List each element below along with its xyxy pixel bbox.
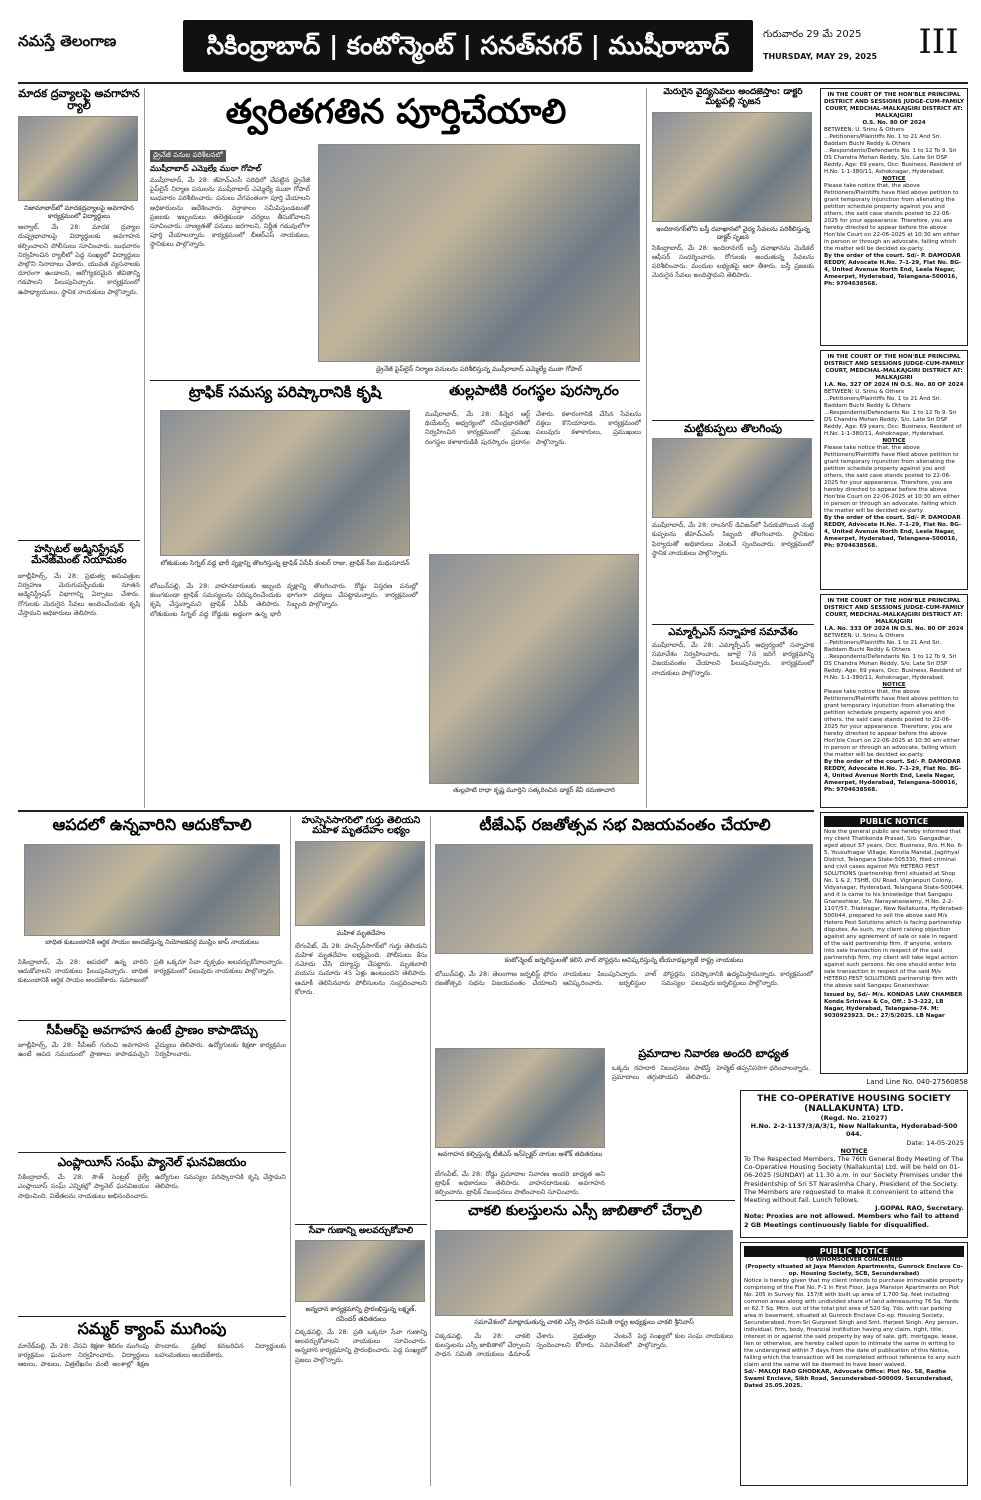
headline: మెరుగైన వైద్యసేవలు అందజేస్తాం: డాక్టర్ మిట్టపల్లి సృజన <box>663 88 803 107</box>
date-telugu: గురువారం 29 మే 2025 <box>763 29 862 40</box>
story-body: ఒక్కరు రహదారి నిబంధనలు పాటిస్తే ప్రమాదాలు తగ్గుతాయని తెలిపారు. హెల్మెట్ తప్పనిసరిగా ధరించాలన్నారు. <box>612 1064 811 1082</box>
story-body: అల్వాల్, మే 28: మాదక ద్రవ్యాల దుష్ప్రభావాలపై విద్యార్థులకు అవగాహన కల్పించాలని పోలీసులు సూచించారు. బుధవారం నిర్వహించిన ర్యాలీలో పెద్ద సంఖ్యలో విద్యార్థులు పాల్గొని నినాదాలు చేశారు. యువత వ్యసనాలకు దూరంగా ఉండాలని, ఆరోగ్యకరమైన జీవితాన్ని గడపాలని పిలుపునిచ్చారు. కార్యక్రమంలో ఉపాధ్యాయులు, స్థానిక నాయకులు పాల్గొన్నారు. <box>18 223 140 296</box>
headline: చాకలి కులస్తులను ఎస్సీ జాబితాలో చేర్చాలి <box>468 1203 702 1219</box>
story-help <box>18 816 286 1016</box>
story-body: జూబ్లీహిల్స్, మే 28: సీపీఆర్ గురించి అవగాహన ఉంటే ఆపద సమయంలో ప్రాణాలు కాపాడవచ్చని వైద్యులు తెలిపారు. ఉద్యోగులకు శిక్షణా కార్యక్రమం నిర్వహించారు. <box>18 1041 286 1059</box>
pots-photo <box>652 438 812 518</box>
caption: బాధిత కుటుంబానికి ఆర్థిక సాయం అందజేస్తున్న నియోజకవర్గ ముస్లిం జాప్ నాయకులు <box>45 938 259 946</box>
story-body: బోయిన్‌పల్లి, మే 28: తెలంగాణ జర్నలిస్ట్ ఫోరం రజతోత్సవ సభను విజయవంతం చేయాలని నాయకులు పిలుపునిచ్చారు. వాల్ పోస్టర్లను ఆవిష్కరించారు. జర్నలిస్టుల సమస్యల పరిష్కారానికి ఉద్యమిస్తామన్నారు. కార్యక్రమంలో పలువురు జర్నలిస్టులు పాల్గొన్నారు. <box>435 970 813 988</box>
seva-photo <box>295 1240 425 1302</box>
headline: సమ్మర్ క్యాంప్ ముగింపు <box>77 1319 227 1338</box>
court-notice-1 <box>820 88 968 346</box>
page-number: III <box>918 22 959 62</box>
story-body: చిక్కడపల్లి, మే 28: ప్రతి ఒక్కరూ సేవా గుణాన్ని అలవర్చుకోవాలని నాయకులు సూచించారు. అన్నదాన కార్యక్రమాన్ని ప్రారంభించారు. పెద్ద సంఖ్యలో ప్రజలు పాల్గొన్నారు. <box>295 1327 427 1364</box>
story-body: జూబ్లీహిల్స్, మే 28: ప్రభుత్వ ఆసుపత్రుల నిర్వహణ మెరుగుపర్చేందుకు నూతన అడ్మినిస్ట్రేషన్ విభాగాన్ని ఏర్పాటు చేశారు. రోగులకు మెరుగైన సేవలు అందించేందుకు కృషి చేస్తామని అధికారులు తెలిపారు. <box>18 572 140 617</box>
date-english: THURSDAY, MAY 29, 2025 <box>763 52 878 61</box>
help-photo <box>24 844 280 936</box>
story-body: సికింద్రాబాద్, మే 28: ఇందిరానగర్ బస్తీ దవాఖానను మెడికల్ ఆఫీసర్ సందర్శించారు. రోగులకు అందుతున్న సేవలను పరిశీలించారు. మందుల లభ్యతపై ఆరా తీశారు. బస్తీ ప్రజలకు మెరుగైన సేవలు అందిస్తామని తెలిపారు. <box>652 243 814 280</box>
brand-logo: నమస్తే తెలంగాణ <box>18 32 117 50</box>
story-drug-rally <box>18 88 140 533</box>
masthead <box>18 18 968 78</box>
story-hospital-admin <box>18 540 140 805</box>
tjf-photo <box>435 844 813 954</box>
signature: By the order of the court. Sd/- P. DAMODAR REDDY, Advocate H.No. 7-1-29, Flat No. BG-4, United Avenue North End, Leela Nagar, Ameerpet, Hyderabad, Telangana-500016, Ph: 9704638568. <box>824 253 962 287</box>
story-lake <box>295 816 427 1221</box>
headline: హస్పిటల్ అడ్మినిస్ట్రేషన్ మేనేజ్‌మెంట్ నియామకం <box>31 544 127 566</box>
story-body: ముషీరాబాద్, మే 28: కిన్నెర ఆర్ట్ థియేటర్స్ ఆధ్వర్యంలో రవీంద్రభారతిలో నిర్వహించిన కార్యక్రమంలో ప్రముఖ రంగస్థల కళాకారుడికి పురస్కారం ప్రదానం చేశారు. కళారంగానికి చేసిన సేవలను వక్తలు కొనియాడారు. కార్యక్రమంలో పలువురు కళాకారులు, ప్రముఖులు పాల్గొన్నారు. <box>425 410 641 446</box>
signature: By the order of the court. Sd/- P. DAMODAR REDDY, Advocate H.No. 7-1-29, Flat No. BG-4, United Avenue North End, Leela Nagar, Ameerpet, Hyderabad, Telangana-500016, Ph: 9704638568. <box>824 759 962 793</box>
headline: ఎంప్లాయీస్ సంఘ్ ప్యానెల్ ఘనవిజయం <box>57 1155 247 1169</box>
caption: లోతుకుంట సిగ్నల్ వద్ద భారీ వృక్షాన్ని తొలగిస్తున్న ట్రాఫిక్ ఏసీపీ కంటర్ రాజు, ట్రాఫిక్ సీఐ మధుసూదన్ <box>160 559 410 567</box>
traffic-photo <box>160 410 410 556</box>
headline: సేవా గుణాన్ని అలవర్చుకోవాలి <box>308 1226 414 1236</box>
award-photo <box>429 554 639 784</box>
awareness-caption: అవగాహన కల్పిస్తున్న టీజీఎస్ ఇన్‌స్పెక్టర్ నాగుల ఆశోక్ తదితరులు <box>437 1150 603 1158</box>
parties: BETWEEN: U. Srinu & Others ...Petitioners/Plaintiffs No. 1 to 21 And Sri. Baddam Buchi Reddy & Others ...Respondents/Defendants No. 1 to 12 To 9. Sri DS Chandra Mohan Reddy, S/o. Late Sri DSP Reddy, Age: 69 years, Occ: Business, Resident of H.No. 1-1-380/11, Ashoknagar, Hyderabad. <box>824 389 962 437</box>
story-traffic <box>150 384 420 806</box>
notice-body: Notice is hereby given that my client intends to purchase immovable property comprising of the Flat No. F-1 in First Floor, Jaya Mansion Apartments on Plot No. 205 in Survey No. 157/8 with built up area of 1,700 Sq. feet including common areas along with undivided share of land admeasuring 76 Sq. Yards or 62.7 Sq. Mtrs. out of the total plot area of 520 Sq. Yds. with car parking area in basement, situated at Gunrock Enclave Co-op. Housing Society, Secunderabad, from Sri Gurpreet Singh and Smt. Harjeet Singh. Any person, individual, firm, body, financial institution having any claim, right, title, interest in or against the said property by way of sale, gift, mortgage, lease, lien or otherwise, are hereby called upon to intimate the same in writing to the undersigned within 7 days from the date of publication of this Notice, failing which the transaction will be completed without reference to any such claim and the same will be deemed to have been waived. <box>744 1278 964 1368</box>
caption: తుల్లపాటి రాధా కృష్ణ మూర్తిని సత్కరించిన డాక్టర్ కేవీ రమణాచారి <box>453 786 615 794</box>
notice-sub: TO WHOMSOEVER CONCERNED <box>805 1257 903 1263</box>
story-body: సికింద్రాబాద్, మే 28: ఆపదలో ఉన్న వారిని ఆదుకోవాలని నాయకులు పిలుపునిచ్చారు. బాధిత కుటుంబానికి ఆర్థిక సాయం అందజేశారు. సమాజంలో ప్రతి ఒక్కరూ సేవా దృక్పథం అలవర్చుకోవాలన్నారు. కార్యక్రమంలో పలువురు నాయకులు పాల్గొన్నారు. <box>18 958 284 985</box>
story-award <box>425 384 643 806</box>
signature: J.GOPAL RAO, Secretary. <box>875 1204 964 1213</box>
area-banner <box>183 20 753 72</box>
notice-label: NOTICE <box>882 682 906 688</box>
story-mrps <box>652 624 814 806</box>
caption: సమావేశంలో మాట్లాడుతున్న చాకలి ఎస్సీ సాధన సమితి రాష్ట్ర అధ్యక్షులు చాకలి శ్రీనివాస్ <box>474 1318 694 1326</box>
story-body: చిక్కడపల్లి, మే 28: చాకలి కులస్తులను ఎస్సీ జాబితాలో చేర్చాలని సాధన సమితి నాయకులు డిమాండ్ చేశారు. ప్రభుత్వం వెంటనే స్పందించాలని కోరారు. సమావేశంలో పెద్ద సంఖ్యలో కుల సంఘ నాయకులు పాల్గొన్నారు. <box>435 1332 733 1359</box>
headline: మట్టికుప్పలు తొలగింపు <box>683 422 783 435</box>
caption: ఇందిరానగర్‌లోని బస్తీ దవాఖానలో వైద్య సేవలను పరిశీలిస్తున్న డాక్టర్ సృజన <box>656 224 810 241</box>
story-lead <box>150 88 642 378</box>
story-body: సికింద్రాబాద్, మే 28: సౌత్ సెంట్రల్ రైల్వే ఎంప్లాయీస్ సంఘ్ ఎన్నికల్లో ప్యానెల్ ఘనవిజయం సాధించింది. విజేతలను నాయకులు అభినందించారు. ఉద్యోగుల సమస్యల పరిష్కారానికి కృషి చేస్తామని తెలిపారు. <box>18 1173 286 1200</box>
signature: Issued by, Sd/- M/s. KONDAS LAW CHAMBER Konda Srinivas & Co, Off.: 3-3-222, LB Nagar, Hyderabad, Telangana-74. M: 9030923923. Dt.: 27/5/2025. LB Nagar <box>824 992 963 1019</box>
rally-photo <box>18 116 138 201</box>
lead-deck <box>150 142 310 172</box>
headline: ట్రాఫిక్ సమస్య పరిష్కారానికి కృషి <box>188 384 382 401</box>
parties: BETWEEN: U. Srinu & Others ...Petitioners/Plaintiffs No. 1 to 21 And Sri. Baddam Buchi Reddy & Others ...Respondents/Defendants No. 1 to 12 To 9. Sri DS Chandra Mohan Reddy, S/o. Late Sri DSP Reddy, Age: 69 years, Occ: Business, Resident of H.No. 1-1-380/11, Ashoknagar, Hyderabad. <box>824 633 962 681</box>
headline: టీజేఎఫ్ రజతోత్సవ సభ విజయవంతం చేయాలి <box>479 816 771 834</box>
story-body: ముషీరాబాద్, మే 28: ఎమ్మార్పీఎస్ ఆధ్వర్యంలో సన్నాహక సమావేశం నిర్వహించారు. జూలై 7న జరిగే కార్యక్రమాన్ని విజయవంతం చేయాలని పిలుపునిచ్చారు. కార్యక్రమంలో నాయకులు పాల్గొన్నారు. <box>652 641 814 677</box>
story-health <box>652 88 814 418</box>
kicker: డ్రైనేజీ పనుల పరిశీలనలో <box>150 150 226 162</box>
lead-photo <box>318 144 640 362</box>
court-notice-2 <box>820 350 968 590</box>
notice-title: PUBLIC NOTICE <box>744 1246 964 1257</box>
caption: అన్నదాన కార్యక్రమాన్ని ప్రారంభిస్తున్న లక్ష్మణ్, రవీందర్ తదితరులు <box>305 1304 417 1323</box>
signature: By the order of the court. Sd/- P. DAMODAR REDDY, Advocate H.No. 7-1-29, Flat No. BG-4, United Avenue North End, Leela Nagar, Ameerpet, Hyderabad, Telangana-500016, Ph: 9704638568. <box>824 515 962 549</box>
headline: ఎమ్మార్పీఎస్ సన్నాహక సమావేశం <box>668 627 798 638</box>
coop-land-line: Land Line No. 040-27560858 <box>866 1078 968 1086</box>
awareness-body: బేగంపేట్, మే 28: రోడ్డు ప్రమాదాల నివారణ అందరి బాధ్యత అని ట్రాఫిక్ అధికారులు తెలిపారు. వాహనదారులకు అవగాహన కల్పించారు. ట్రాఫిక్ నిబంధనలు పాటించాలని సూచించారు. <box>435 1170 605 1196</box>
caption: మహిళ మృతదేహం <box>336 928 386 937</box>
headline: తుల్లపాటికి రంగస్థల పురస్కారం <box>449 384 619 399</box>
notice-body: Please take notice that, the above Petitioners/Plaintiffs have filed above petition to grant temporary injunction from alienating the petition schedule property against you and others, the said case stands posted to 22-06-2025 for your appearance. Therefore, you are hereby directed to appear before the above Hon'ble Court on 22-06-2025 at 10:30 am either in person or through an advocate, failing which the matter will be decided ex-party. <box>824 445 960 514</box>
story-chakali <box>435 1200 735 1486</box>
notice-body: Now the general public are hereby informed that my client Thatikonda Prasad, S/o. Gangadhar, aged about 37 years, Occ: Business, R/o. H.No. 6-5, Yousufnagar Village, Korutla Mandal, Jagithyal District, Telangana State-505330, filed criminal and civil cases against M/s HETERO PEST SOLUTIONS (partnership firm) situated at Shop No. 1 & 2, TSHB, OU Road, Vignanpuri Colony, Vidyanagar, Hyderabad, Telangana State-500044, and it is came to his knowledge that Sangapu Gnaneshwar, S/o. Narayanaswamy, H.No. 2-2-1107/57, Tilaknagar, New Nallakunta, Hyderabad-500044, prepared to sell the above said M/s Hetero Pest Solutions which is facing partnership disputes. As such, my client raising objection against any agreement of sale or sale in regard of the said partnership firm. If anyone, enters into sale transaction in respect of the said partnership firm, my client will take legal action against such persons. No one should enter into sale transaction in respect of the said M/s HETERO PEST SOLUTIONS partnership firm with the above said Sangapu Gnaneshwar. <box>824 829 964 989</box>
coop-notice <box>740 1090 968 1238</box>
headline: హుస్సేన్‌సాగర్‌లో గుర్తు తెలియని మహిళ మృతదేహం లభ్యం <box>301 816 421 837</box>
story-body: ముషీరాబాద్, మే 28: రాంనగర్ డివిజన్‌లో పేరుకుపోయిన మట్టి కుప్పలను జీహెచ్‌ఎంసీ సిబ్బంది తొలగించారు. స్థానికుల ఫిర్యాదుతో అధికారులు వెంటనే స్పందించారు. కార్యక్రమంలో స్థానిక నాయకులు పాల్గొన్నారు. <box>652 521 814 557</box>
subhead: ముషీరాబాద్ ఎమ్మెల్యే ముఠా గోపాల్ <box>150 164 262 172</box>
caption: కంటోన్మెంట్ జర్నలిస్టులతో కలిసి వాల్ పోస్టర్లను ఆవిష్కరిస్తున్న టీయూడబ్ల్యూజే రాష్ట్ర నాయకులు <box>504 956 744 964</box>
parties: BETWEEN: U. Srinu & Others ...Petitioners/Plaintiffs No. 1 to 21 And Sri. Baddam Buchi Reddy & Others ...Respondents/Defendants No. 1 to 12 To 9. Sri DS Chandra Mohan Reddy, S/o. Late Sri DSP Reddy, Age: 69 years, Occ: Business, Resident of H.No. 1-1-380/11, Ashoknagar, Hyderabad. <box>824 127 962 175</box>
public-notice-2 <box>740 1242 968 1486</box>
court-name: IN THE COURT OF THE HON'BLE PRINCIPAL DISTRICT AND SESSIONS JUDGE-CUM-FAMILY COURT, MEDCHAL-MALKAJGIRI DISTRICT AT: MALKAJGIRI <box>824 598 965 625</box>
notice-body: To The Respected Members, The 76th General Body Meeting of The Co-Operative Housing Society (Nallakunta) Ltd. will be held on 01-06-2025 (SUNDAY) at 11.30 a.m. in our Society Premises under the Presidentship of Sri ST Narasimha Chary, President of the Society. The Members are requested to make it convenient to attend the Meeting without fail. Lunch follows. <box>744 1155 964 1205</box>
signature: Sd/- MALOJI RAO GHODKAR, Advocate Office: Plot No. 58, Radha Swami Enclave, Sikh Road, Secunderabad-500009. Secunderabad, Dated 25.05.2025. <box>744 1369 953 1389</box>
masthead-rule <box>18 82 968 84</box>
property: (Property situated at Jaya Mansion Apartments, Gunrock Enclave Co-op. Housing Society, SCB, Secunderabad) <box>745 1264 963 1277</box>
note: Note: Proxies are not allowed. Members who fail to attend 2 GB Meetings continuously liable for disqualified. <box>744 1212 959 1229</box>
lead-body: ముషీరాబాద్, మే 28: జీహెచ్‌ఎంసీ పరిధిలో చేపట్టిన డ్రైనేజీ పైప్‌లైన్ నిర్మాణ పనులను ముషీరాబాద్ ఎమ్మెల్యే ముఠా గోపాల్ బుధవారం పరిశీలించారు. పనులు వేగవంతంగా పూర్తి చేయాలని అధికారులను ఆదేశించారు. వర్షాకాలం సమీపిస్తుండటంతో ప్రజలకు ఇబ్బందులు తలెత్తకుండా చర్యలు తీసుకోవాలని సూచించారు. నాణ్యతతో పనులు జరగాలని, నిర్ణీత గడువులోగా పూర్తి చేయాలన్నారు. కార్యక్రమంలో బీఆర్ఎస్ నాయకులు, స్థానికులు పాల్గొన్నారు. <box>150 176 310 249</box>
notice-label: NOTICE <box>882 176 906 182</box>
story-pots <box>652 420 814 620</box>
reg-no: (Regd. No. 21027) <box>820 1114 888 1122</box>
headline: సీపీఆర్‌పై అవగాహన ఉంటే ప్రాణం కాపాడొచ్చు <box>46 1023 258 1037</box>
story-body: బోయిన్‌పల్లి, మే 28: వాహనదారులకు ఇబ్బంది కలుగకుండా ట్రాఫిక్ సమస్యలను పరిష్కరించేందుకు కృషి చేస్తున్నామని ట్రాఫిక్ ఏసీపీ తెలిపారు. లోతుకుంట సిగ్నల్ వద్ద రోడ్డుకు అడ్డంగా ఉన్న భారీ వృక్షాన్ని తొలగించారు. రోడ్డు విస్తరణ పనుల్లో భాగంగా చర్యలు చేపట్టామన్నారు. కార్యక్రమంలో సిబ్బంది పాల్గొన్నారు. <box>150 582 418 618</box>
headline: మాదక ద్రవ్యాలపై అవగాహన ర్యాలీ <box>18 88 140 113</box>
notice-date: Date: 14-05-2025 <box>906 1138 964 1147</box>
story-cpr <box>18 1020 286 1148</box>
story-body: మారేడ్‌పల్లి, మే 28: వేసవి శిక్షణా శిబిరం ముగింపు కార్యక్రమం ఘనంగా నిర్వహించారు. విద్యార్థులు ఆటలు, పాటలు, చిత్రలేఖనం వంటి అంశాల్లో శిక్షణ పొందారు. ప్రతిభ కనబరిచిన విద్యార్థులకు బహుమతులు అందజేశారు. <box>18 1341 286 1368</box>
chakali-photo <box>435 1230 733 1316</box>
case-number: I.A. No. 333 OF 2024 IN O.S. No. 80 OF 2024 <box>824 626 964 632</box>
lead-caption: డ్రైనేజీ పైప్‌లైన్ నిర్మాణ పనులను పరిశీలిస్తున్న ముషీరాబాద్ ఎమ్మెల్యే ముఠా గోపాల్ <box>376 365 582 373</box>
caption: నిజామాబాద్‌లో మాదకద్రవ్యాలపై అవగాహన కార్యక్రమంలో విద్యార్థులు <box>24 204 134 221</box>
awareness-photo <box>435 1048 605 1148</box>
story-summer <box>18 1316 286 1486</box>
public-notice-1 <box>820 812 968 1074</box>
lead-headline: త్వరితగతిన పూర్తిచేయాలి <box>225 92 567 132</box>
notice-title: PUBLIC NOTICE <box>824 816 964 827</box>
health-photo <box>652 112 812 222</box>
story-body: బేగంపేట్, మే 28: హుస్సేన్‌సాగర్‌లో గుర్తు తెలియని మహిళ మృతదేహం లభ్యమైంది. పోలీసులు కేసు నమోదు చేసి దర్యాప్తు చేపట్టారు. మృతురాలి వయసు సుమారు 45 ఏళ్లు ఉంటుందని తెలిపారు. ఆచూకీ తెలిసినవారు పోలీసులను సంప్రదించాలని కోరారు. <box>295 941 427 996</box>
notice-body: Please take notice that, the above Petitioners/Plaintiffs have filed above petition to grant temporary injunction from alienating the petition schedule property against you and others, the said case stands posted to 22-06-2025 for your appearance. Therefore, you are hereby directed to appear before the above Hon'ble Court on 22-06-2025 at 10:30 am either in person or through an advocate, failing which the matter will be decided ex-party. <box>824 689 960 758</box>
story-seva <box>295 1224 427 1486</box>
lake-photo <box>295 841 425 926</box>
notice-body: Please take notice that, the above Petitioners/Plaintiffs have filed above petition to grant temporary injunction from alienating the petition schedule property against you and others, the said case stands posted to 22-06-2025 for your appearance. Therefore, you are hereby directed to appear before the above Hon'ble Court on 22-06-2025 at 10:30 am either in person or through an advocate, failing which the matter will be decided ex-party. <box>824 183 960 252</box>
case-number: O.S. No. 80 OF 2024 <box>862 120 926 126</box>
story-employees <box>18 1152 286 1312</box>
case-number: I.A. No. 327 OF 2024 IN O.S. No. 80 OF 2024 <box>824 382 964 388</box>
court-name: IN THE COURT OF THE HON'BLE PRINCIPAL DISTRICT AND SESSIONS JUDGE-CUM-FAMILY COURT, MEDCHAL-MALKAJGIRI DISTRICT AT: MALKAJGIRI <box>824 354 965 381</box>
headline: ఆపదలో ఉన్నవారిని ఆదుకోవాలి <box>52 816 252 834</box>
notice-label: NOTICE <box>882 438 906 444</box>
headline: ప్రమాదాల నివారణ అందరి బాధ్యత <box>638 1048 789 1060</box>
society-name: THE CO-OPERATIVE HOUSING SOCIETY (NALLAKUNTA) LTD. <box>757 1094 951 1114</box>
area-names: సికింద్రాబాద్ | కంటోన్మెంట్ | సనత్‌నగర్ | ముషీరాబాద్ <box>206 31 730 60</box>
address: H.No. 2-2-1137/3/A/3/1, New Nallakunta, Hyderabad-500 044. <box>750 1122 958 1139</box>
court-notice-3 <box>820 594 968 808</box>
court-name: IN THE COURT OF THE HON'BLE PRINCIPAL DISTRICT AND SESSIONS JUDGE-CUM-FAMILY COURT, MEDCHAL-MALKAJGIRI DISTRICT AT: MALKAJGIRI <box>824 92 965 119</box>
notice-label: NOTICE <box>840 1146 868 1155</box>
